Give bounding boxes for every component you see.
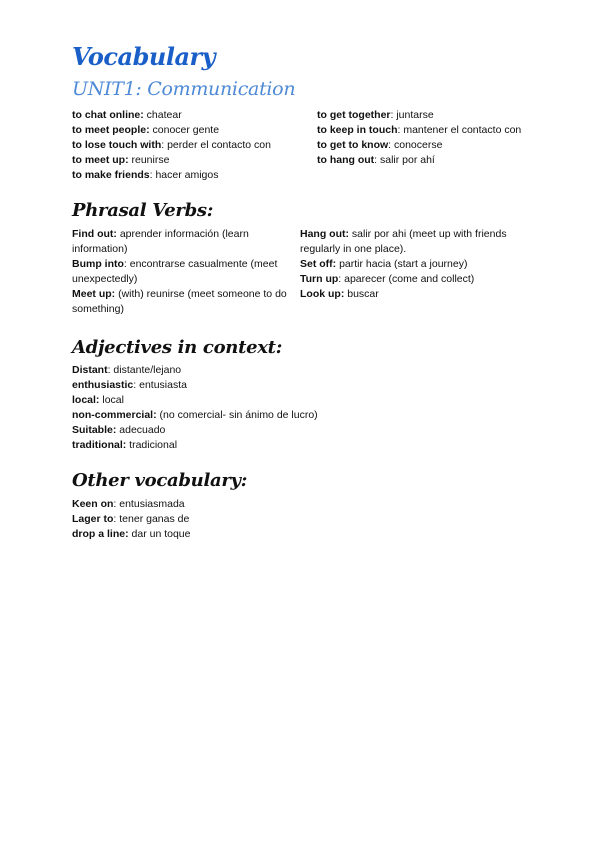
page-title: Vocabulary [72,42,216,71]
vocab-entry: to get together: juntarse [317,109,434,121]
vocab-entry: Bump into: encontrarse casualmente (meet unexpectedly) [72,258,278,285]
vocab-entry: to lose touch with: perder el contacto con [72,139,271,151]
vocab-entry: Distant: distante/lejano [72,364,182,376]
vocab-entry: Lager to: tener ganas de [72,513,190,525]
unit-vocab-left [72,108,312,183]
vocab-entry: Turn up: aparecer (come and collect) [300,273,475,285]
vocab-entry: to meet people: conocer gente [72,124,220,136]
vocab-entry: to get to know: conocerse [317,139,443,151]
vocab-entry: Hang out: salir por ahi (meet up with friends regularly in one place). [300,228,507,255]
adjectives-list [72,363,492,453]
vocab-entry: Set off: partir hacia (start a journey) [300,258,468,270]
vocab-entry: to chat online: chatear [72,109,182,121]
phrasal-verbs-heading: Phrasal Verbs: [72,200,214,221]
phrasal-verbs-right [300,227,528,302]
vocab-entry: to keep in touch: mantener el contacto con [317,124,522,136]
vocab-entry: Meet up: (with) reunirse (meet someone to do something) [72,288,287,315]
vocab-entry: to hang out: salir por ahí [317,154,435,166]
vocab-entry: Find out: aprender información (learn information) [72,228,249,255]
phrasal-verbs-left [72,227,300,317]
unit-subtitle: UNIT1: Communication [72,78,296,100]
vocab-entry: non-commercial: (no comercial- sin ánimo de lucro) [72,409,318,421]
unit-vocab-right [317,108,557,168]
adjectives-heading: Adjectives in context: [72,337,283,358]
vocab-entry: Look up: buscar [300,288,379,300]
vocab-entry: drop a line: dar un toque [72,528,191,540]
vocab-entry: Suitable: adecuado [72,424,166,436]
other-vocabulary-heading: Other vocabulary: [72,470,248,491]
vocab-entry: traditional: tradicional [72,439,178,451]
vocab-entry: local: local [72,394,124,406]
vocab-entry: Keen on: entusiasmada [72,498,185,510]
vocab-entry: to make friends: hacer amigos [72,169,219,181]
vocab-entry: to meet up: reunirse [72,154,170,166]
other-vocabulary-list [72,497,492,542]
vocab-entry: enthusiastic: entusiasta [72,379,187,391]
